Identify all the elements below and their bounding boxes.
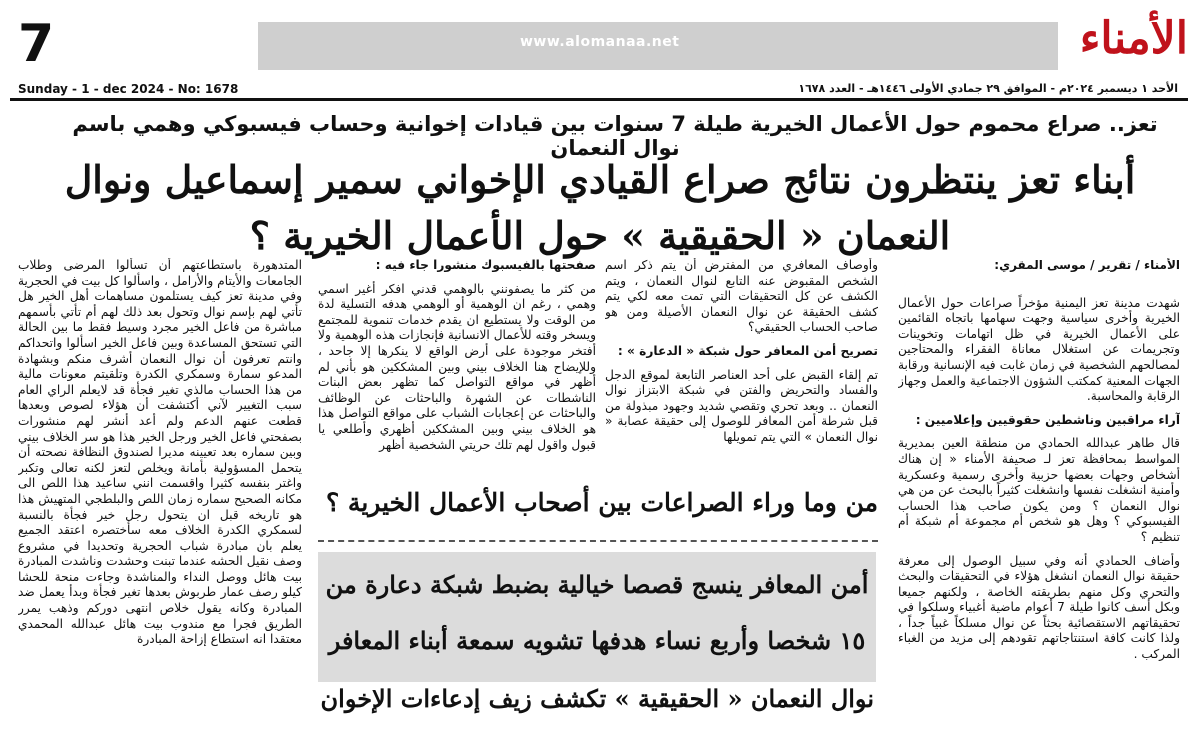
dashed-divider bbox=[318, 540, 878, 542]
highlight-line: ١٥ شخصا وأربع نساء هدفها تشويه سمعة أبناء المعافر bbox=[328, 626, 866, 655]
paragraph: صفحتها بالفيسبوك منشورا جاء فيه : bbox=[375, 258, 596, 272]
inset-headline: من وما وراء الصراعات بين أصحاب الأعمال الخيرية ؟ bbox=[325, 488, 878, 517]
article-column-1 bbox=[898, 258, 1180, 735]
highlight-line: أمن المعافر ينسج قصصا خيالية بضبط شبكة دعارة من bbox=[325, 570, 869, 599]
paragraph: تم إلقاء القبض على أحد العناصر التابعة لموقع الدجل والفساد والتحريض والفتن في شبكة الابتزاز نوال النعمان .. وبعد تحري وتقصي شديد وجهود مبذولة من قبل شرطة أمن المعافر للوصول إلى حقيقة عصابة « نوال النعمان » التي يتم تمويلها bbox=[605, 367, 878, 444]
dateline-english: Sunday - 1 - dec 2024 - No: 1678 bbox=[18, 82, 239, 96]
paragraph: شهدت مدينة تعز اليمنية مؤخراً صراعات حول الأعمال الخيرية وأخرى سياسية وجهت سهامها باتجاه القائمين على الأعمال الخيرية في ظل اتهامات وتخوينات وتجريمات عن استغلال معاناة الفقراء والمحتاجين لمصالحهم الشخصية في زمان غابت فيه الإنسانية ورقابة الجهات المعنية كمكتب الشؤون الاجتماعية والعمل وجهاز الرقابة والمحاسبة. bbox=[898, 295, 1180, 404]
section-label: آراء مراقبين وناشطين حقوقيين وإعلاميين : bbox=[915, 412, 1180, 427]
article-column-2 bbox=[605, 258, 878, 488]
dateline-arabic: الأحد ١ ديسمبر ٢٠٢٤م - الموافق ٢٩ جمادي الأولى ١٤٤٦هـ - العدد ١٦٧٨ bbox=[798, 82, 1178, 95]
masthead bbox=[0, 0, 1197, 78]
article-headline: أبناء تعز ينتظرون نتائج صراع القيادي الإخواني سمير إسماعيل ونوال النعمان « الحقيقية » حول الأعمال الخيرية ؟ bbox=[64, 157, 1136, 258]
paragraph: المتدهورة باستطاعتهم أن تسألوا المرضى وطلاب الجامعات والأيتام والأرامل ، واسألوا كل بيت في الحجرية وفي مدينة تعز كيف يستلمون مساهمات أهل الخير هل تأتي لهم بإسم نوال وتحول بعد ذلك لهم أم تأتي بأسمهم مباشرة من فاعل الخير مجرد وسيط فقط ما بين الحالة التي تستحق المساعدة وبين فاعل الخير اسألوا واتحداكم وانتم تعرفون أن نوال النعمان أشرف منكم وبشهادة المدعو سمارة وسمكري الكدرة وتلقيتم معونات مالية من هذا الحساب مالذي تغير فجأة قد لايعلم الراي العام سبب التغيير لآني أكتشفت أن هؤلاء لصوص وبعدها قطعت عنهم الدعم ولم أعد أنشر لهم منشورات بصفحتي فاعل الخير ورجل الخير هذا هو سر الخلاف بيني وبين سماره بعد تعيينه مديرا لصندوق النظافة نصحته أن يتحمل المسؤولية بأمانة ويخلص لتعز لكنه تعالى وتكبر واغتر بنفسه كثيرا واقسمت انني ساعيد هذا اللص الى مكانه الصحيح سماره زمان اللص والبلطجي المتهيش هذا هو تاريخه قبل ان يتحول رجل خير فجأة بالنسبة لسمكري الكدرة الخلاف معه سأختصره اعتقد الجميع يعلم بان مبادرة شباب الحجرية وتحديدا في مشروع وصف نقيل الحشه عندما تبنت وحشدت وناشدت المبادرة بيت هائل ووصل النداء والمناشدة وجاءت منحة للحشا كيلو رصف عمار طربوش بعدها تغير فجأة وبدأ يعمل ضد المبادرة وكانه يقول خلاص انتهى دوركم وذهب يمرر الطريق فجرا مع مندوب بيت هائل عبدالله المحمدي معتقدا انه استطاع إزاحة المبادرة bbox=[18, 258, 302, 647]
article-column-3 bbox=[318, 258, 596, 488]
byline: الأمناء / تقرير / موسى المقري: bbox=[994, 258, 1180, 272]
page-number: 7 bbox=[18, 14, 55, 74]
article-subheadline: تعز.. صراع محموم حول الأعمال الخيرية طيلة 7 سنوات بين قيادات إخوانية وحساب فيسبوكي وهمي باسم نوال النعمان bbox=[72, 112, 1158, 160]
highlight-box bbox=[318, 552, 876, 682]
section-label: تصريح أمن المعافر حول شبكة « الدعارة » : bbox=[617, 343, 878, 358]
newspaper-logo: الأمناء bbox=[1079, 13, 1188, 64]
paragraph: وأضاف الحمادي أنه وفي سبيل الوصول إلى معرفة حقيقة نوال النعمان انشغل هؤلاء في التحقيقات والبحث والتحري وكل منهم بطريقته الخاصة ، ولكنهم جميعا وبكل أسف كانوا طيلة 7 أعوام ماضية أغبياء وسلكوا في تحقيقاتهم الاستقصائية بحثاً عن نوال مسلكاً غبياً جداً ، ولذا كانت كافة استنتاجاتهم تقودهم إلى مزيد من الغباء المركب . bbox=[898, 553, 1180, 662]
paragraph: قال طاهر عبدالله الحمادي من منطقة العين بمديرية المواسط بمحافظة تعز لـ صحيفة الأمناء « إن هناك أشخاص وجهات بعضها حزبية وأخرى رسمية وعسكرية وأمنية انشغلت نفسها وانشغلت كثيراً بالبحث عن من هي نوال النعمان ؟ ومن يكون صاحب هذا الحساب الفيسبوكي ؟ وهل هو شخص أم مجموعة أم شبكة أم تنظيم ؟ bbox=[898, 436, 1180, 544]
article-column-4 bbox=[18, 258, 302, 735]
paragraph: وأوصاف المعافري من المفترض أن يتم ذكر اسم الشخص المقبوض عنه التابع لنوال النعمان ، ويتم الكشف عن كل التحقيقات التي تمت معه لكي يتم كشف الحقيقة عن نوال النعمان الأصيلة ومن هو صاحب الحساب الحقيقي؟ bbox=[605, 258, 878, 335]
paragraph: من كثر ما يصفونني بالوهمي قدني افكر أغير اسمي وهمي ، رغم ان الوهمية أو الوهمي هدفه التسلية لدة من الوقت ولا يستطيع ان يقدم خدمات تنموية للمجتمع ويسخر وقته للأعمال الانسانية فإنجازات هذه الوهمية ولا أفتخر موجودة على أرض الواقع لا ينكرها إلا جاحد ، وللإيضاح هنا الخلاف بيني وبين المشككين هو بأني لم أظهر في مواقع التواصل كما تظهر بعض البنات الناشطات عن الشهرة والباحثات عن الوظائف والباحثات عن إعجابات الشباب على مواقع التواصل هذا هو الخلاف بيني وبين المشككين أظهري وأطلعي يا قبول واقول لهم تلك حريتي الشخصية أظهر bbox=[318, 281, 596, 452]
bottom-headline: نوال النعمان « الحقيقية » تكشف زيف إدعاءات الإخوان bbox=[320, 684, 874, 713]
site-url[interactable]: www.alomanaa.net bbox=[520, 34, 680, 50]
header-divider bbox=[10, 98, 1188, 101]
